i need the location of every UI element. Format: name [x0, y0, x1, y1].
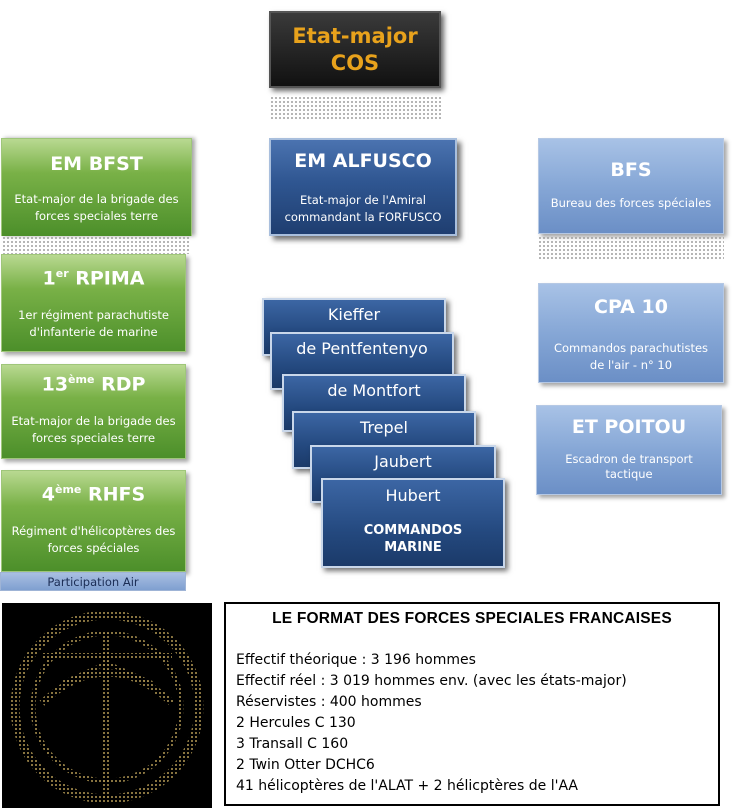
list-item: 3 Transall C 160: [236, 736, 349, 752]
list-item: 2 Twin Otter DCHC6: [236, 757, 375, 773]
cos-emblem-icon: [2, 603, 212, 808]
et-poitou-subtitle: Escadron de transport tactique: [565, 452, 693, 481]
commando-name: de Pentfentenyo: [296, 339, 428, 358]
em-bfst-subtitle: Etat-major de la brigade des forces speciales terre: [14, 192, 179, 223]
cpa10-subtitle: Commandos parachutistes de l'air - n° 10: [553, 341, 709, 372]
em-alfusco-title: EM ALFUSCO: [294, 150, 432, 172]
commando-name: Kieffer: [327, 305, 381, 324]
commando-name: Trepel: [360, 418, 408, 437]
format-info-list: [236, 650, 708, 797]
em-alfusco-box: [269, 138, 457, 236]
commando-name: Jaubert: [374, 452, 432, 471]
rpima-title: 1er RPIMA: [42, 267, 145, 290]
rdp-box: [1, 364, 186, 459]
em-cos-box: [269, 11, 441, 88]
format-info-box: [224, 602, 720, 806]
rdp-subtitle: Etat-major de la brigade des forces speciales terre: [11, 414, 176, 445]
et-poitou-title: ET POITOU: [571, 416, 687, 438]
rhfs-subtitle: Régiment d'hélicoptères des forces spéciales: [11, 524, 176, 555]
bfs-shadow-dots: [538, 236, 724, 260]
bfs-title: BFS: [610, 159, 652, 181]
em-bfst-shadow-dots: [2, 236, 190, 254]
list-item: 41 hélicoptères de l'ALAT + 2 hélicptères de l'AA: [236, 778, 578, 794]
commando-name: de Montfort: [327, 381, 421, 400]
commandos-marine-line2: MARINE: [384, 540, 442, 555]
list-item: Réservistes : 400 hommes: [236, 694, 422, 710]
bfs-subtitle: Bureau des forces spéciales: [550, 196, 712, 210]
list-item: Effectif théorique : 3 196 hommes: [236, 652, 476, 668]
em-bfst-box: [1, 138, 192, 236]
bfs-box: [538, 138, 724, 234]
format-info-title: LE FORMAT DES FORCES SPECIALES FRANCAISES: [272, 610, 672, 627]
em-cos-shadow-dots: [270, 96, 442, 120]
em-cos-line2: COS: [330, 51, 380, 75]
rhfs-title: 4ème RHFS: [41, 483, 146, 506]
cpa10-title: CPA 10: [594, 296, 668, 318]
commandos-marine-label: [323, 522, 503, 556]
em-alfusco-subtitle: Etat-major de l'Amiral commandant la FORFUSCO: [284, 193, 442, 224]
list-item: Effectif réel : 3 019 hommes env. (avec les états-major): [236, 673, 627, 689]
rhfs-box: [1, 470, 186, 572]
rdp-title: 13ème RDP: [41, 373, 146, 396]
commando-hubert: [321, 478, 505, 568]
em-cos-line1: Etat-major: [292, 24, 418, 48]
rpima-box: [1, 254, 186, 352]
participation-air-label: Participation Air: [0, 572, 186, 591]
rpima-subtitle: 1er régiment parachutiste d'infanterie de marine: [18, 308, 169, 339]
list-item: 2 Hercules C 130: [236, 715, 356, 731]
commandos-marine-line1: COMMANDOS: [363, 523, 463, 538]
cpa10-box: [538, 283, 724, 383]
commando-name: Hubert: [385, 486, 441, 505]
em-bfst-title: EM BFST: [50, 153, 143, 175]
cos-emblem: [2, 603, 212, 808]
et-poitou-box: [536, 405, 722, 495]
